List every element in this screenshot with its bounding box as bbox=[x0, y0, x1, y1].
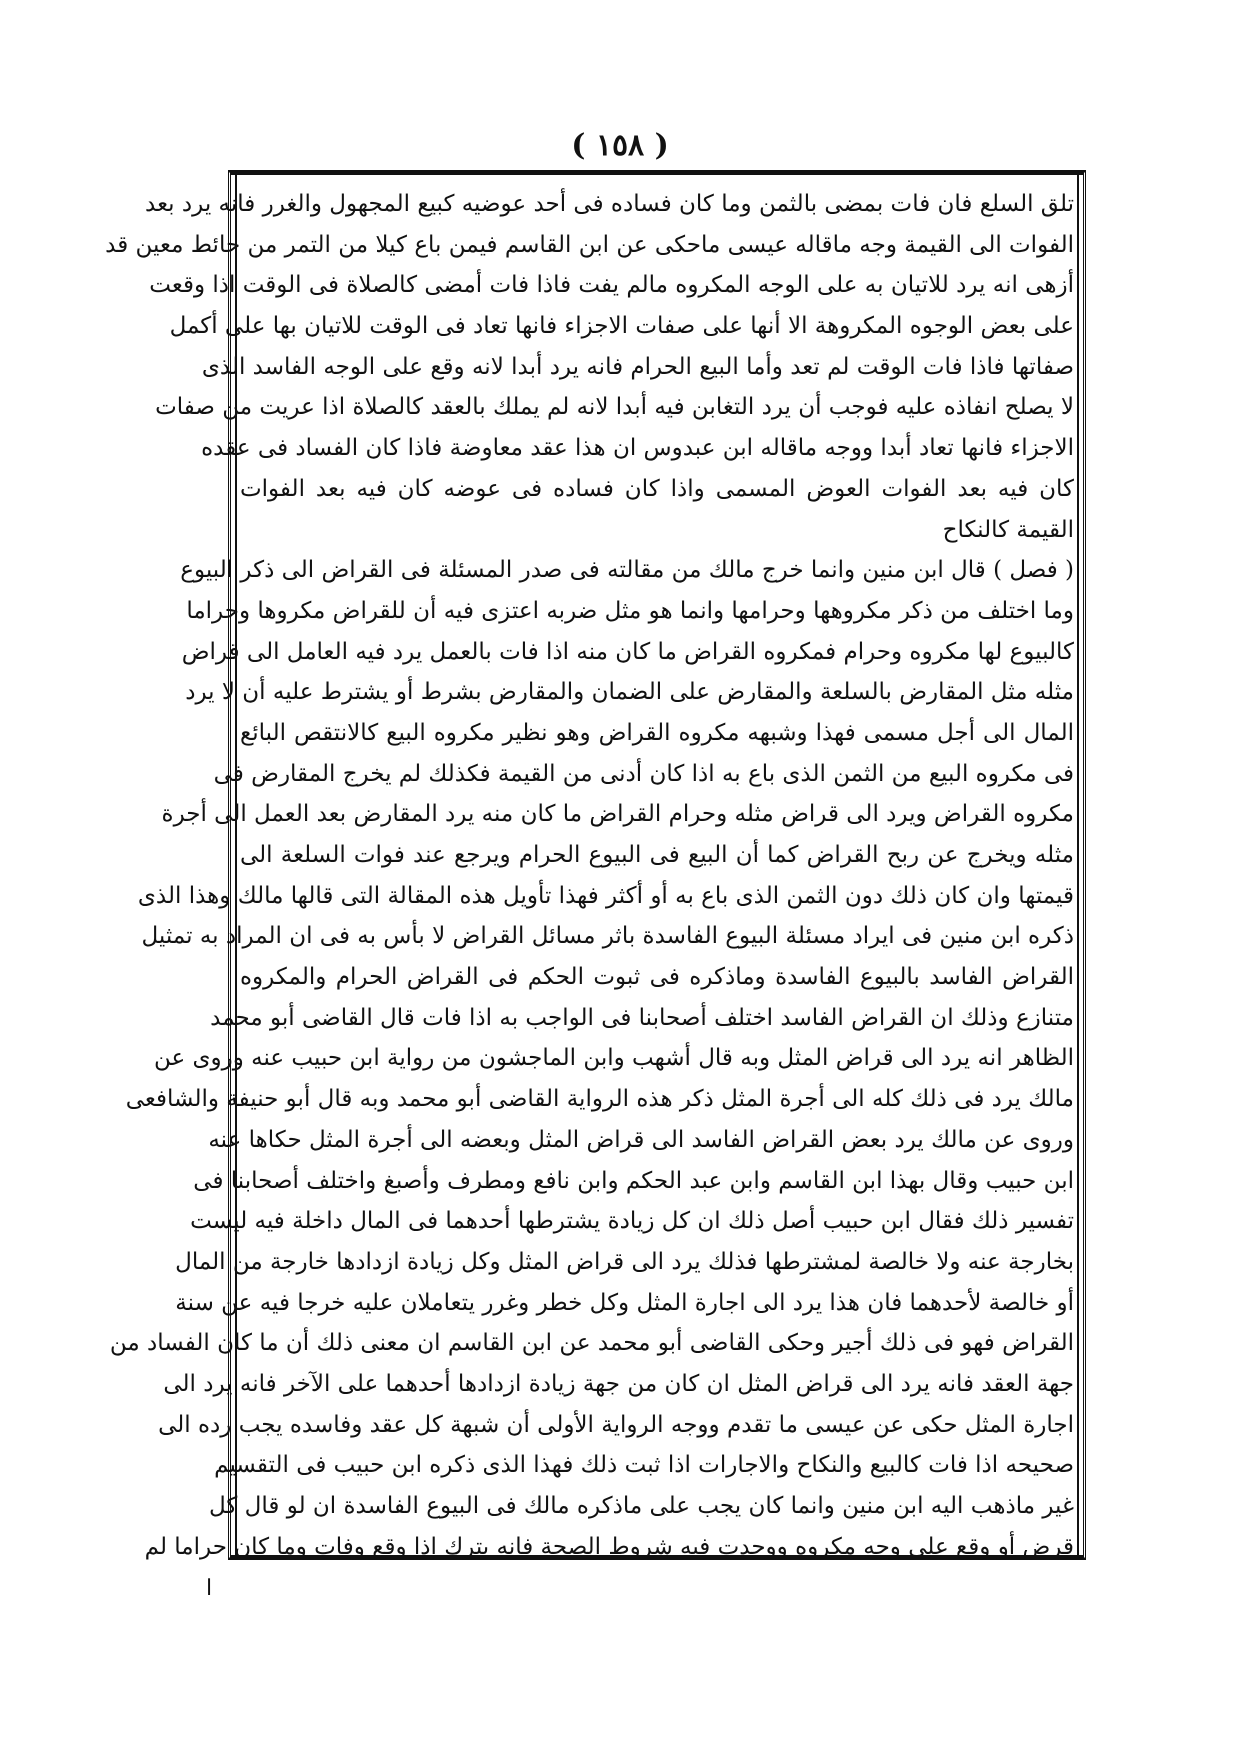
text-line: اجارة المثل حكى عن عيسى ما تقدم ووجه الرواية الأولى أن شبهة كل عقد وفاسده يجب رده الى bbox=[158, 1411, 1074, 1438]
text-line: ( فصل ) قال ابن منين وانما خرج مالك من مقالته فى صدر المسئلة فى القراض الى ذكر البيوع bbox=[180, 557, 1074, 584]
text-line: تفسير ذلك فقال ابن حبيب أصل ذلك ان كل زيادة يشترطها أحدهما فى المال داخلة فيه ليست bbox=[190, 1208, 1074, 1235]
frame-inner-rule-right bbox=[1077, 175, 1079, 1555]
text-line: مالك يرد فى ذلك كله الى أجرة المثل ذكر هذه الرواية القاضى أبو محمد وبه قال أبو حنيفة والشافعى bbox=[125, 1086, 1074, 1113]
text-line: تلق السلع فان فات بمضى بالثمن وما كان فساده فى أحد عوضيه كبيع المجهول والغرر فانه يرد بعد bbox=[145, 191, 1074, 217]
text-line: أزهى انه يرد للاتيان به على الوجه المكروه مالم يفت فاذا فات أمضى كالصلاة فى الوقت اذا وقعت bbox=[149, 272, 1074, 299]
text-line: ذكره ابن منين فى ايراد مسئلة البيوع الفاسدة باثر مسائل القراض لا بأس به فى ان المراد به تمثيل bbox=[141, 923, 1074, 950]
page-number: ( ١٥٨ ) bbox=[571, 128, 669, 163]
text-line: بخارجة عنه ولا خالصة لمشترطها فذلك يرد الى قراض المثل وكل زيادة ازدادها خارجة من المال bbox=[175, 1248, 1074, 1275]
text-line: فى مكروه البيع من الثمن الذى باع به اذا كان أدنى من القيمة فكذلك لم يخرج المقارض فى bbox=[213, 760, 1074, 787]
text-line: جهة العقد فانه يرد الى قراض المثل ان كان من جهة زيادة ازدادها أحدهما على الآخر فانه يرد الى bbox=[163, 1370, 1074, 1397]
text-line: كالبيوع لها مكروه وحرام فمكروه القراض ما كان منه اذا فات بالعمل يرد فيه العامل الى قراض bbox=[181, 638, 1074, 665]
text-line: الفوات الى القيمة وجه ماقاله عيسى ماحكى عن ابن القاسم فيمن باع كيلا من التمر من حائط معين قد bbox=[105, 231, 1074, 258]
margin-mark: ا bbox=[206, 1576, 213, 1601]
text-line: صفاتها فاذا فات الوقت لم تعد وأما البيع الحرام فانه يرد أبدا لانه وقع على الوجه الفاسد الذى bbox=[201, 353, 1074, 380]
text-line: القيمة كالنكاح bbox=[942, 516, 1074, 543]
text-line: قيمتها وان كان ذلك دون الثمن الذى باع به أو أكثر فهذا تأويل هذه المقالة التى قالها مالك وهذا الذى bbox=[137, 882, 1074, 909]
text-line: ابن حبيب وقال بهذا ابن القاسم وابن عبد الحكم وابن نافع ومطرف وأصبغ واختلف أصحابنا فى bbox=[193, 1167, 1074, 1194]
text-line: غير ماذهب اليه ابن منين وانما كان يجب على ماذكره مالك فى البيوع الفاسدة ان لو قال كل bbox=[208, 1493, 1074, 1519]
text-line: وروى عن مالك يرد بعض القراض الفاسد الى قراض المثل وبعضه الى أجرة المثل حكاها عنه bbox=[208, 1126, 1074, 1153]
text-line: المال الى أجل مسمى فهذا وشبهه مكروه القراض وهو نظير مكروه البيع كالانتقص البائع bbox=[240, 719, 1074, 746]
text-line: الاجزاء فانها تعاد أبدا ووجه ماقاله ابن عبدوس ان هذا عقد معاوضة فاذا كان الفساد فى عقده bbox=[201, 435, 1074, 462]
text-line: متنازع وذلك ان القراض الفاسد اختلف أصحابنا فى الواجب به اذا فات قال القاضى أبو محمد bbox=[210, 1004, 1074, 1031]
text-line: القراض الفاسد بالبيوع الفاسدة وماذكره فى ثبوت الحكم فى القراض الحرام والمكروه bbox=[240, 964, 1074, 991]
text-line: قرض أو وقع على وجه مكروه ووجدت فيه شروط الصحة فانه يترك اذا وقع وفات وما كان حراما لم bbox=[144, 1533, 1074, 1560]
text-line: وما اختلف من ذكر مكروهها وحرامها وانما هو مثل ضربه اعتزى فيه أن للقراض مكروها وحراما bbox=[186, 597, 1074, 624]
text-line: مكروه القراض ويرد الى قراض مثله وحرام القراض ما كان منه يرد المقارض بعد العمل الى أجرة bbox=[161, 801, 1074, 828]
text-line: القراض فهو فى ذلك أجير وحكى القاضى أبو محمد عن ابن القاسم ان معنى ذلك أن ما كان الفساد من bbox=[109, 1330, 1074, 1357]
text-line: الظاهر انه يرد الى قراض المثل وبه قال أشهب وابن الماجشون من رواية ابن حبيب عنه وروى عن bbox=[153, 1045, 1074, 1072]
text-line: مثله ويخرج عن ربح القراض كما أن البيع فى البيوع الحرام ويرجع عند فوات السلعة الى bbox=[240, 842, 1074, 868]
text-line: لا يصلح انفاذه عليه فوجب أن يرد التغابن فيه أبدا لانه لم يملك بالعقد كالصلاة اذا عريت من صفات bbox=[155, 394, 1074, 421]
text-line: على بعض الوجوه المكروهة الا أنها على صفات الاجزاء فانها تعاد فى الوقت للاتيان بها على أكمل bbox=[169, 313, 1074, 340]
body-text bbox=[105, 184, 1074, 1567]
text-line: صحيحه اذا فات كالبيع والنكاح والاجارات اذا ثبت ذلك فهذا الذى ذكره ابن حبيب فى التقسيم bbox=[214, 1452, 1074, 1479]
text-line: أو خالصة لأحدهما فان هذا يرد الى اجارة المثل وكل خطر وغرر يتعاملان عليه خرجا فيه عن سنة bbox=[175, 1289, 1074, 1316]
text-line: مثله مثل المقارض بالسلعة والمقارض على الضمان والمقارض بشرط أو يشترط عليه أن لا يرد bbox=[185, 679, 1074, 706]
text-line: كان فيه بعد الفوات العوض المسمى واذا كان فساده فى عوضه كان فيه بعد الفوات bbox=[240, 475, 1074, 502]
